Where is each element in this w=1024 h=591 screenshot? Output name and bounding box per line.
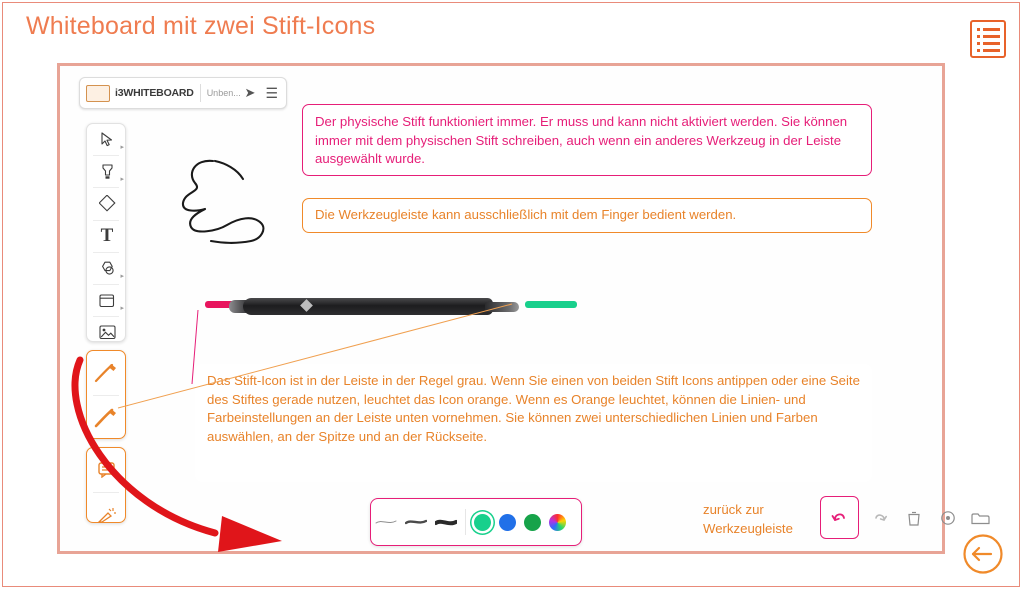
whiteboard-screenshot bbox=[57, 63, 945, 554]
undo-button[interactable] bbox=[820, 496, 859, 539]
medium-stroke-icon[interactable] bbox=[401, 518, 431, 526]
page-title: Whiteboard mit zwei Stift-Icons bbox=[26, 12, 376, 40]
laser-pointer-icon[interactable] bbox=[87, 493, 127, 537]
color-swatch-rainbow[interactable] bbox=[549, 514, 566, 531]
cursor-select-icon[interactable] bbox=[87, 124, 127, 155]
list-icon[interactable] bbox=[970, 20, 1006, 58]
color-swatch-green[interactable] bbox=[474, 514, 491, 531]
divider bbox=[200, 84, 201, 102]
i3-logo-icon bbox=[86, 85, 110, 102]
color-swatch-blue[interactable] bbox=[499, 514, 516, 531]
pen-tip-color-swatch bbox=[525, 301, 577, 308]
chevron-right-icon: ▸ bbox=[120, 272, 124, 280]
redo-button[interactable] bbox=[868, 506, 892, 530]
pen-back-icon[interactable] bbox=[87, 396, 127, 440]
divider bbox=[465, 509, 466, 535]
comment-icon[interactable] bbox=[87, 448, 127, 492]
stylus-photo bbox=[205, 288, 525, 328]
callout-pen-icon: Das Stift-Icon ist in der Leiste in der Regel grau. Wenn Sie einen von beiden Stift Icons antippen oder eine Seite des Stiftes gerade nutzen, leuchtet das Icon orange. Wenn es Orange leuchtet, können die Linien- und Farbeinstellungen an der Leiste unten vornehmen. Sie können zwei unterschiedlichen Linien und Farben auswählen, an der Spitze und an der Rückseite. bbox=[195, 364, 872, 482]
pen-tip-icon[interactable] bbox=[87, 351, 127, 395]
chevron-right-icon: ▸ bbox=[120, 144, 124, 152]
highlighter-icon[interactable] bbox=[87, 156, 127, 187]
trash-button[interactable] bbox=[902, 506, 926, 530]
eraser-icon[interactable] bbox=[87, 188, 127, 219]
hamburger-menu-icon[interactable]: ☰ bbox=[265, 84, 278, 101]
share-icon[interactable]: ➤ bbox=[244, 85, 256, 100]
image-icon[interactable] bbox=[87, 317, 127, 348]
main-toolbar-group[interactable] bbox=[86, 123, 126, 342]
shapes-icon[interactable] bbox=[87, 253, 127, 284]
callout-toolbar-finger: Die Werkzeugleiste kann ausschließlich mit dem Finger bedient werden. bbox=[302, 198, 872, 233]
pen-toolbar-group[interactable] bbox=[86, 350, 126, 439]
back-to-toolbar-note: zurück zur Werkzeugleiste bbox=[703, 502, 793, 537]
callout-physical-pen: Der physische Stift funktioniert immer. Er muss und kann nicht aktiviert werden. Sie können immer mit dem physischen Stift schreiben, auch wenn ein anderes Werkzeug in der Leiste ausgewählt wurde. bbox=[302, 104, 872, 176]
pen-settings-toolbar[interactable] bbox=[370, 498, 582, 546]
handwritten-sketch bbox=[165, 151, 285, 266]
location-button[interactable] bbox=[936, 506, 960, 530]
text-tool-icon[interactable]: T bbox=[100, 225, 114, 247]
brand-label: i3WHITEBOARD bbox=[115, 87, 194, 99]
sticky-note-icon[interactable] bbox=[87, 285, 127, 316]
pages-button[interactable] bbox=[968, 506, 992, 530]
extra-toolbar-group[interactable] bbox=[86, 447, 126, 523]
chevron-right-icon: ▸ bbox=[120, 305, 124, 313]
color-swatch-dark-green[interactable] bbox=[524, 514, 541, 531]
chevron-right-icon: ▸ bbox=[120, 176, 124, 184]
back-arrow-icon[interactable] bbox=[962, 533, 1004, 575]
thin-stroke-icon[interactable] bbox=[371, 518, 401, 526]
whiteboard-canvas bbox=[60, 66, 942, 551]
stylus-tip bbox=[485, 302, 519, 312]
stylus-body bbox=[243, 298, 493, 315]
thick-stroke-icon[interactable] bbox=[431, 518, 461, 527]
document-name-label: Unben... bbox=[206, 88, 241, 98]
whiteboard-topbar[interactable] bbox=[79, 77, 287, 109]
